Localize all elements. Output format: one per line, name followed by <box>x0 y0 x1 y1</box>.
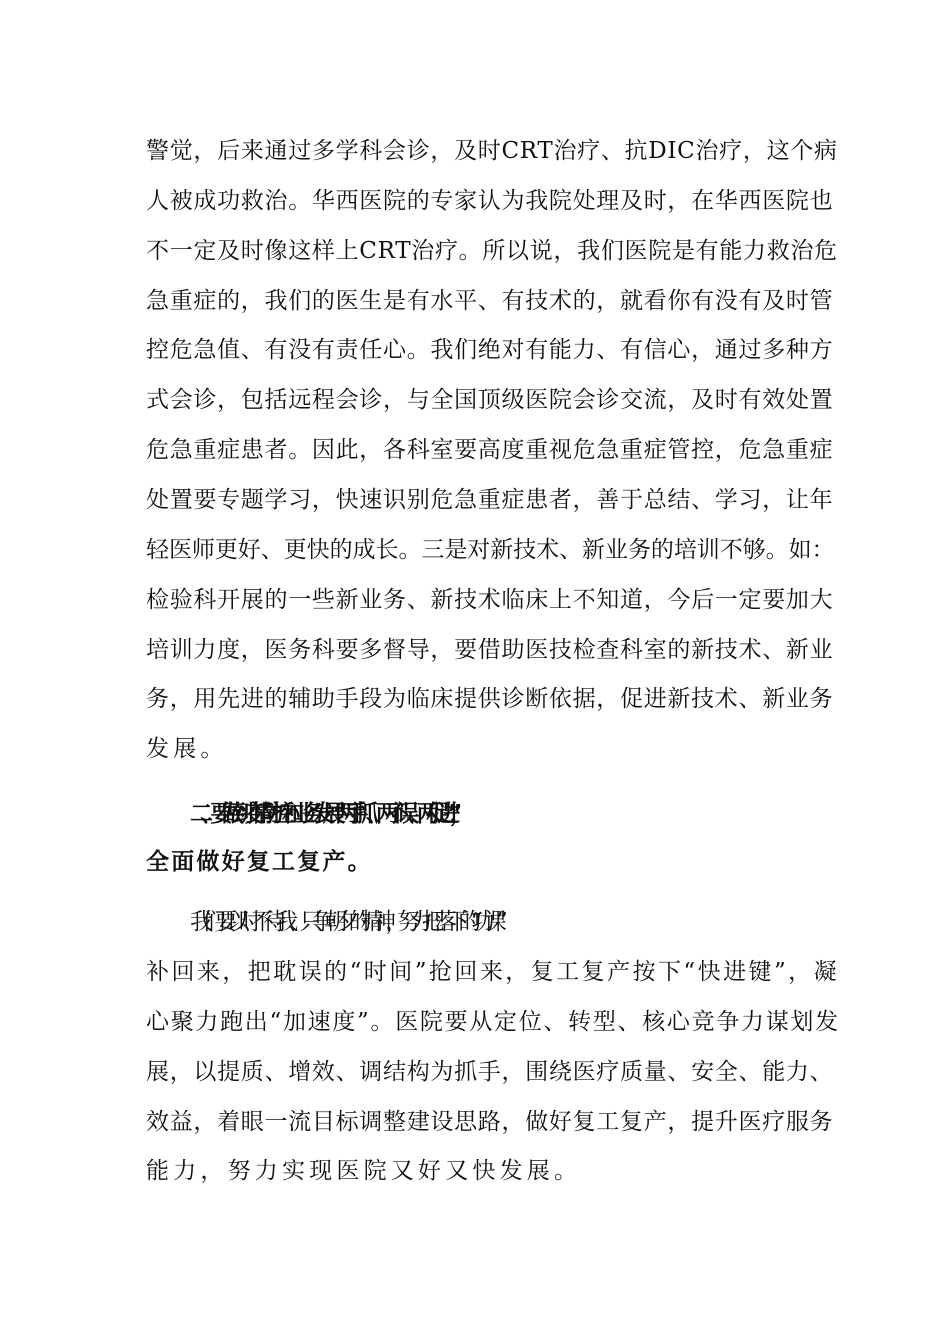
body-text-line: 处置要专题学习，快速识别危急重症患者，善于总结、学习，让年 <box>146 487 834 513</box>
body-text-line: 人被成功救治。华西医院的专家认为我院处理及时，在华西医院也 <box>146 188 834 214</box>
body-text-line: 发展。 <box>146 736 228 762</box>
body-text-line: 效益，着眼一流目标调整建设思路，做好复工复产，提升医疗服务 <box>146 1109 834 1135</box>
body-text-line: 危急重症患者。因此，各科室要高度重视危急重症管控，危急重症 <box>146 437 834 463</box>
body-text-line: 能力，努力实现医院又好又快发展。 <box>146 1158 582 1184</box>
body-text-line: 控危急值、有没有责任心。我们绝对有能力、有信心，通过多种方 <box>146 337 834 363</box>
body-text-line: 展，以提质、增效、调结构为抓手，围绕医疗质量、安全、能力、 <box>146 1059 834 1085</box>
body-text-line: 警觉，后来通过多学科会诊，及时CRT治疗、抗DIC治疗，这个病 <box>146 138 838 164</box>
body-text-line: 补回来，把耽误的“时间”抢回来，复工复产按下“快进键”，凝 <box>146 959 840 985</box>
body-text-line: 务，用先进的辅助手段为临床提供诊断依据，促进新技术、新业务 <box>146 686 834 712</box>
body-text-line: 急重症的，我们的医生是有水平、有技术的，就看你有没有及时管 <box>146 288 834 314</box>
body-text-line: 我们要以时不待我、只争朝夕的精神，努力把落下的“功课” <box>190 909 497 935</box>
body-text-line: 检验科开展的一些新业务、新技术临床上不知道，今后一定要加大 <box>146 587 834 613</box>
section-heading-line: 全面做好复工复产。 <box>146 849 373 875</box>
body-text-line: 轻医师更好、更快的成长。三是对新技术、新业务的培训不够。如： <box>146 537 835 563</box>
body-text-line: 不一定及时像这样上CRT治疗。所以说，我们医院是有能力救治危 <box>146 238 838 264</box>
body-text-line: 培训力度，医务科要多督导，要借助医技检查科室的新技术、新业 <box>146 637 834 663</box>
section-heading-line: 二、要做到疫情防控和业务发展“两手抓、两不误、两促进”， <box>190 801 460 827</box>
body-text-line: 式会诊，包括远程会诊，与全国顶级医院会诊交流，及时有效处置 <box>146 387 834 413</box>
body-text-line: 心聚力跑出“加速度”。医院要从定位、转型、核心竞争力谋划发 <box>146 1009 840 1035</box>
